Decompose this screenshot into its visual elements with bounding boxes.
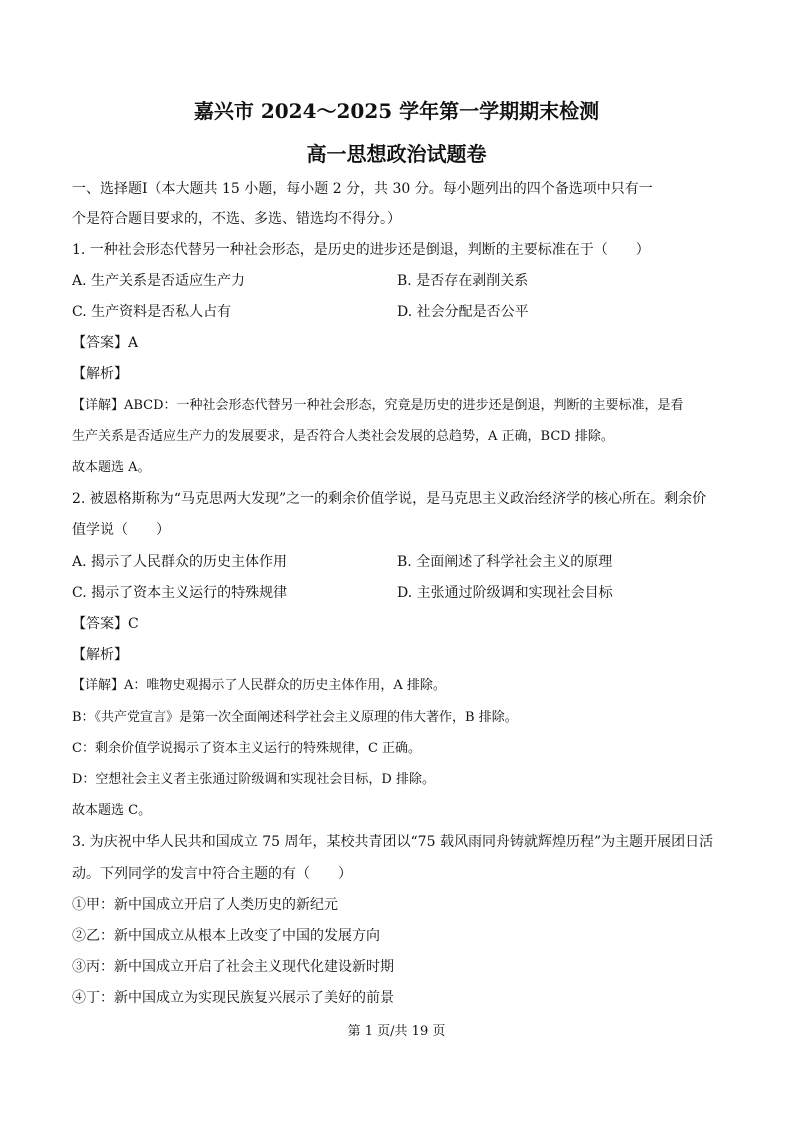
q2-option-d: D. 主张通过阶级调和实现社会目标 — [397, 585, 613, 601]
q3-item-4: ④丁：新中国成立为实现民族复兴展示了美好的前景 — [72, 990, 394, 1006]
q3-item-2: ②乙：新中国成立从根本上改变了中国的发展方向 — [72, 928, 380, 944]
q1-stem: 1. 一种社会形态代替另一种社会形态，是历史的进步还是倒退，判断的主要标准在于（ ） — [72, 242, 650, 258]
q1-option-c: C. 生产资料是否私人占有 — [72, 304, 232, 320]
q2-detail-line1: 【详解】A：唯物史观揭示了人民群众的历史主体作用，A 排除。 — [72, 678, 446, 693]
q2-detail-line4: D：空想社会主义者主张通过阶级调和实现社会目标，D 排除。 — [72, 772, 435, 787]
section-instructions-line2: 个是符合题目要求的，不选、多选、错选均不得分。） — [72, 211, 401, 227]
q2-answer: 【答案】C — [72, 616, 139, 632]
q3-item-3: ③丙：新中国成立开启了社会主义现代化建设新时期 — [72, 959, 394, 975]
q2-detail-line2: B：《共产党宣言》是第一次全面阐述科学社会主义原理的伟大著作，B 排除。 — [72, 710, 518, 725]
exam-title: 嘉兴市 2024～2025 学年第一学期期末检测 — [193, 99, 600, 123]
q1-answer: 【答案】A — [72, 335, 139, 351]
exam-subtitle: 高一思想政治试题卷 — [306, 142, 487, 166]
page-footer: 第 1 页/共 19 页 — [347, 1024, 446, 1039]
q1-option-d: D. 社会分配是否公平 — [397, 304, 529, 320]
q1-analysis-label: 【解析】 — [72, 366, 128, 382]
q1-detail-line1: 【详解】ABCD：一种社会形态代替另一种社会形态，究竟是历史的进步还是倒退，判断的主要标准，是看 — [72, 398, 684, 413]
q1-detail-line2: 生产关系是否适应生产力的发展要求，是否符合人类社会发展的总趋势，A 正确，BCD 排除。 — [72, 429, 614, 444]
q2-detail-line3: C：剩余价值学说揭示了资本主义运行的特殊规律，C 正确。 — [72, 741, 422, 756]
q3-item-1: ①甲：新中国成立开启了人类历史的新纪元 — [72, 897, 338, 913]
q1-option-b: B. 是否存在剥削关系 — [397, 273, 529, 289]
q2-stem-line1: 2. 被恩格斯称为“马克思两大发现”之一的剩余价值学说，是马克思主义政治经济学的核心所在。剩余价 — [72, 491, 707, 507]
q1-conclusion: 故本题选 A。 — [72, 460, 151, 475]
q2-option-c: C. 揭示了资本主义运行的特殊规律 — [72, 585, 288, 601]
q2-option-a: A. 揭示了人民群众的历史主体作用 — [72, 554, 288, 570]
q3-stem-line1: 3. 为庆祝中华人民共和国成立 75 周年，某校共青团以“75 载风雨同舟铸就辉煌历程”为主题开展团日活 — [72, 834, 714, 850]
section-instructions-line1: 一、选择题Ⅰ（本大题共 15 小题，每小题 2 分，共 30 分。每小题列出的四个备选项中只有一 — [72, 181, 653, 197]
q3-stem-line2: 动。下列同学的发言中符合主题的有（ ） — [72, 866, 352, 882]
q1-option-a: A. 生产关系是否适应生产力 — [72, 273, 246, 289]
q2-option-b: B. 全面阐述了科学社会主义的原理 — [397, 554, 613, 570]
q2-conclusion: 故本题选 C。 — [72, 803, 152, 818]
q2-analysis-label: 【解析】 — [72, 647, 128, 663]
q2-stem-line2: 值学说（ ） — [72, 522, 170, 538]
